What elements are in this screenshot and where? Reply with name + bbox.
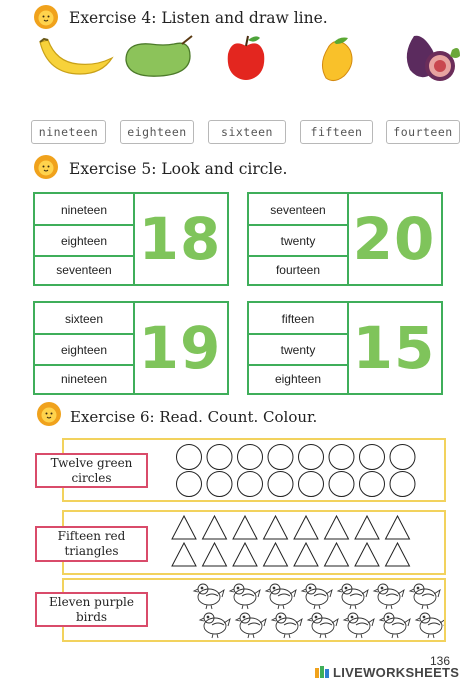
- colour-circle[interactable]: [299, 445, 324, 470]
- word-box-4: fifteen: [300, 120, 373, 144]
- word-option[interactable]: nineteen: [60, 372, 108, 386]
- number-card-2: [247, 192, 443, 286]
- colour-bird[interactable]: [230, 584, 260, 609]
- colour-circle[interactable]: [207, 445, 232, 470]
- logo-text: LIVEWORKSHEETS: [333, 665, 460, 680]
- colour-triangle[interactable]: [172, 516, 196, 539]
- number-card-3: [33, 301, 229, 395]
- number-display: 19: [138, 314, 222, 382]
- colour-bird[interactable]: [194, 584, 224, 609]
- colour-circle[interactable]: [329, 472, 354, 497]
- task-label-triangles: [35, 526, 148, 562]
- colour-bird[interactable]: [302, 584, 332, 609]
- word-option[interactable]: eighteen: [274, 372, 322, 386]
- lion-icon: [33, 4, 59, 30]
- word-option[interactable]: fourteen: [275, 263, 321, 277]
- task-label-birds: [35, 592, 148, 627]
- colour-circle[interactable]: [329, 445, 354, 470]
- number-card-1: [33, 192, 229, 286]
- banana-icon: [36, 36, 116, 84]
- mango-icon: [314, 34, 360, 88]
- number-card-4: [247, 301, 443, 395]
- colour-circle[interactable]: [268, 472, 293, 497]
- colour-triangle[interactable]: [325, 543, 349, 566]
- exercise4-title: Exercise 4: Listen and draw line.: [69, 9, 328, 27]
- word-column: [35, 194, 135, 284]
- exercise5-title: Exercise 5: Look and circle.: [69, 160, 288, 178]
- liveworksheets-logo: [315, 665, 459, 680]
- colour-triangle[interactable]: [386, 516, 410, 539]
- logo-icon: [315, 666, 331, 680]
- word-option[interactable]: seventeen: [56, 263, 112, 277]
- colour-circle[interactable]: [390, 445, 415, 470]
- word-column: [249, 194, 349, 284]
- colour-circle[interactable]: [177, 445, 202, 470]
- word-option[interactable]: sixteen: [64, 312, 104, 326]
- colour-circle[interactable]: [207, 472, 232, 497]
- colour-triangle[interactable]: [325, 516, 349, 539]
- word-option[interactable]: eighteen: [60, 343, 108, 357]
- number-display: 18: [138, 205, 222, 273]
- label-line: Eleven purple: [49, 594, 134, 609]
- colour-bird[interactable]: [338, 584, 368, 609]
- colour-triangle[interactable]: [172, 543, 196, 566]
- word-option[interactable]: fifteen: [281, 312, 315, 326]
- word-option[interactable]: twenty: [280, 234, 316, 248]
- word-option[interactable]: twenty: [280, 343, 316, 357]
- colour-bird[interactable]: [236, 613, 266, 638]
- number-display: 15: [352, 314, 436, 382]
- colour-triangle[interactable]: [203, 516, 227, 539]
- colour-triangle[interactable]: [386, 543, 410, 566]
- word-box-1: nineteen: [31, 120, 106, 144]
- colour-circle[interactable]: [238, 445, 263, 470]
- apple-icon: [224, 32, 268, 86]
- colour-circle[interactable]: [390, 472, 415, 497]
- label-line: Twelve green: [50, 455, 133, 470]
- task-label-circles: [35, 453, 148, 488]
- colour-bird[interactable]: [266, 584, 296, 609]
- colour-triangle[interactable]: [294, 516, 318, 539]
- colour-circle[interactable]: [177, 472, 202, 497]
- colour-circle[interactable]: [360, 445, 385, 470]
- lion-icon: [36, 401, 62, 427]
- colour-bird[interactable]: [344, 613, 374, 638]
- colour-triangle[interactable]: [264, 516, 288, 539]
- colour-circle[interactable]: [360, 472, 385, 497]
- label-line: triangles: [64, 544, 119, 558]
- word-column: [249, 303, 349, 393]
- word-box-2: eighteen: [120, 120, 194, 144]
- word-option[interactable]: eighteen: [60, 234, 108, 248]
- exercise6-title: Exercise 6: Read. Count. Colour.: [70, 408, 318, 426]
- colour-bird[interactable]: [410, 584, 440, 609]
- colour-circle[interactable]: [238, 472, 263, 497]
- word-box-5: fourteen: [386, 120, 460, 144]
- lion-icon: [33, 154, 59, 180]
- colour-triangle[interactable]: [264, 543, 288, 566]
- label-line: Fifteen red: [57, 529, 126, 543]
- label-line: birds: [75, 609, 108, 624]
- colour-triangle[interactable]: [355, 543, 379, 566]
- label-line: circles: [71, 470, 112, 485]
- number-display: 20: [352, 205, 436, 273]
- word-column: [35, 303, 135, 393]
- word-option[interactable]: seventeen: [270, 203, 326, 217]
- colour-triangle[interactable]: [294, 543, 318, 566]
- colour-triangle[interactable]: [233, 516, 257, 539]
- colour-bird[interactable]: [380, 613, 410, 638]
- colour-circle[interactable]: [268, 445, 293, 470]
- colour-bird[interactable]: [272, 613, 302, 638]
- colour-bird[interactable]: [416, 613, 444, 638]
- colour-bird[interactable]: [308, 613, 338, 638]
- colour-bird[interactable]: [374, 584, 404, 609]
- colour-circle[interactable]: [299, 472, 324, 497]
- colour-bird[interactable]: [200, 613, 230, 638]
- fig-icon: [400, 30, 462, 88]
- colour-triangle[interactable]: [233, 543, 257, 566]
- pear-icon: [120, 34, 200, 86]
- colour-triangle[interactable]: [203, 543, 227, 566]
- page-number: 136: [430, 654, 451, 668]
- colour-triangle[interactable]: [355, 516, 379, 539]
- word-box-3: sixteen: [208, 120, 286, 144]
- word-option[interactable]: nineteen: [60, 203, 108, 217]
